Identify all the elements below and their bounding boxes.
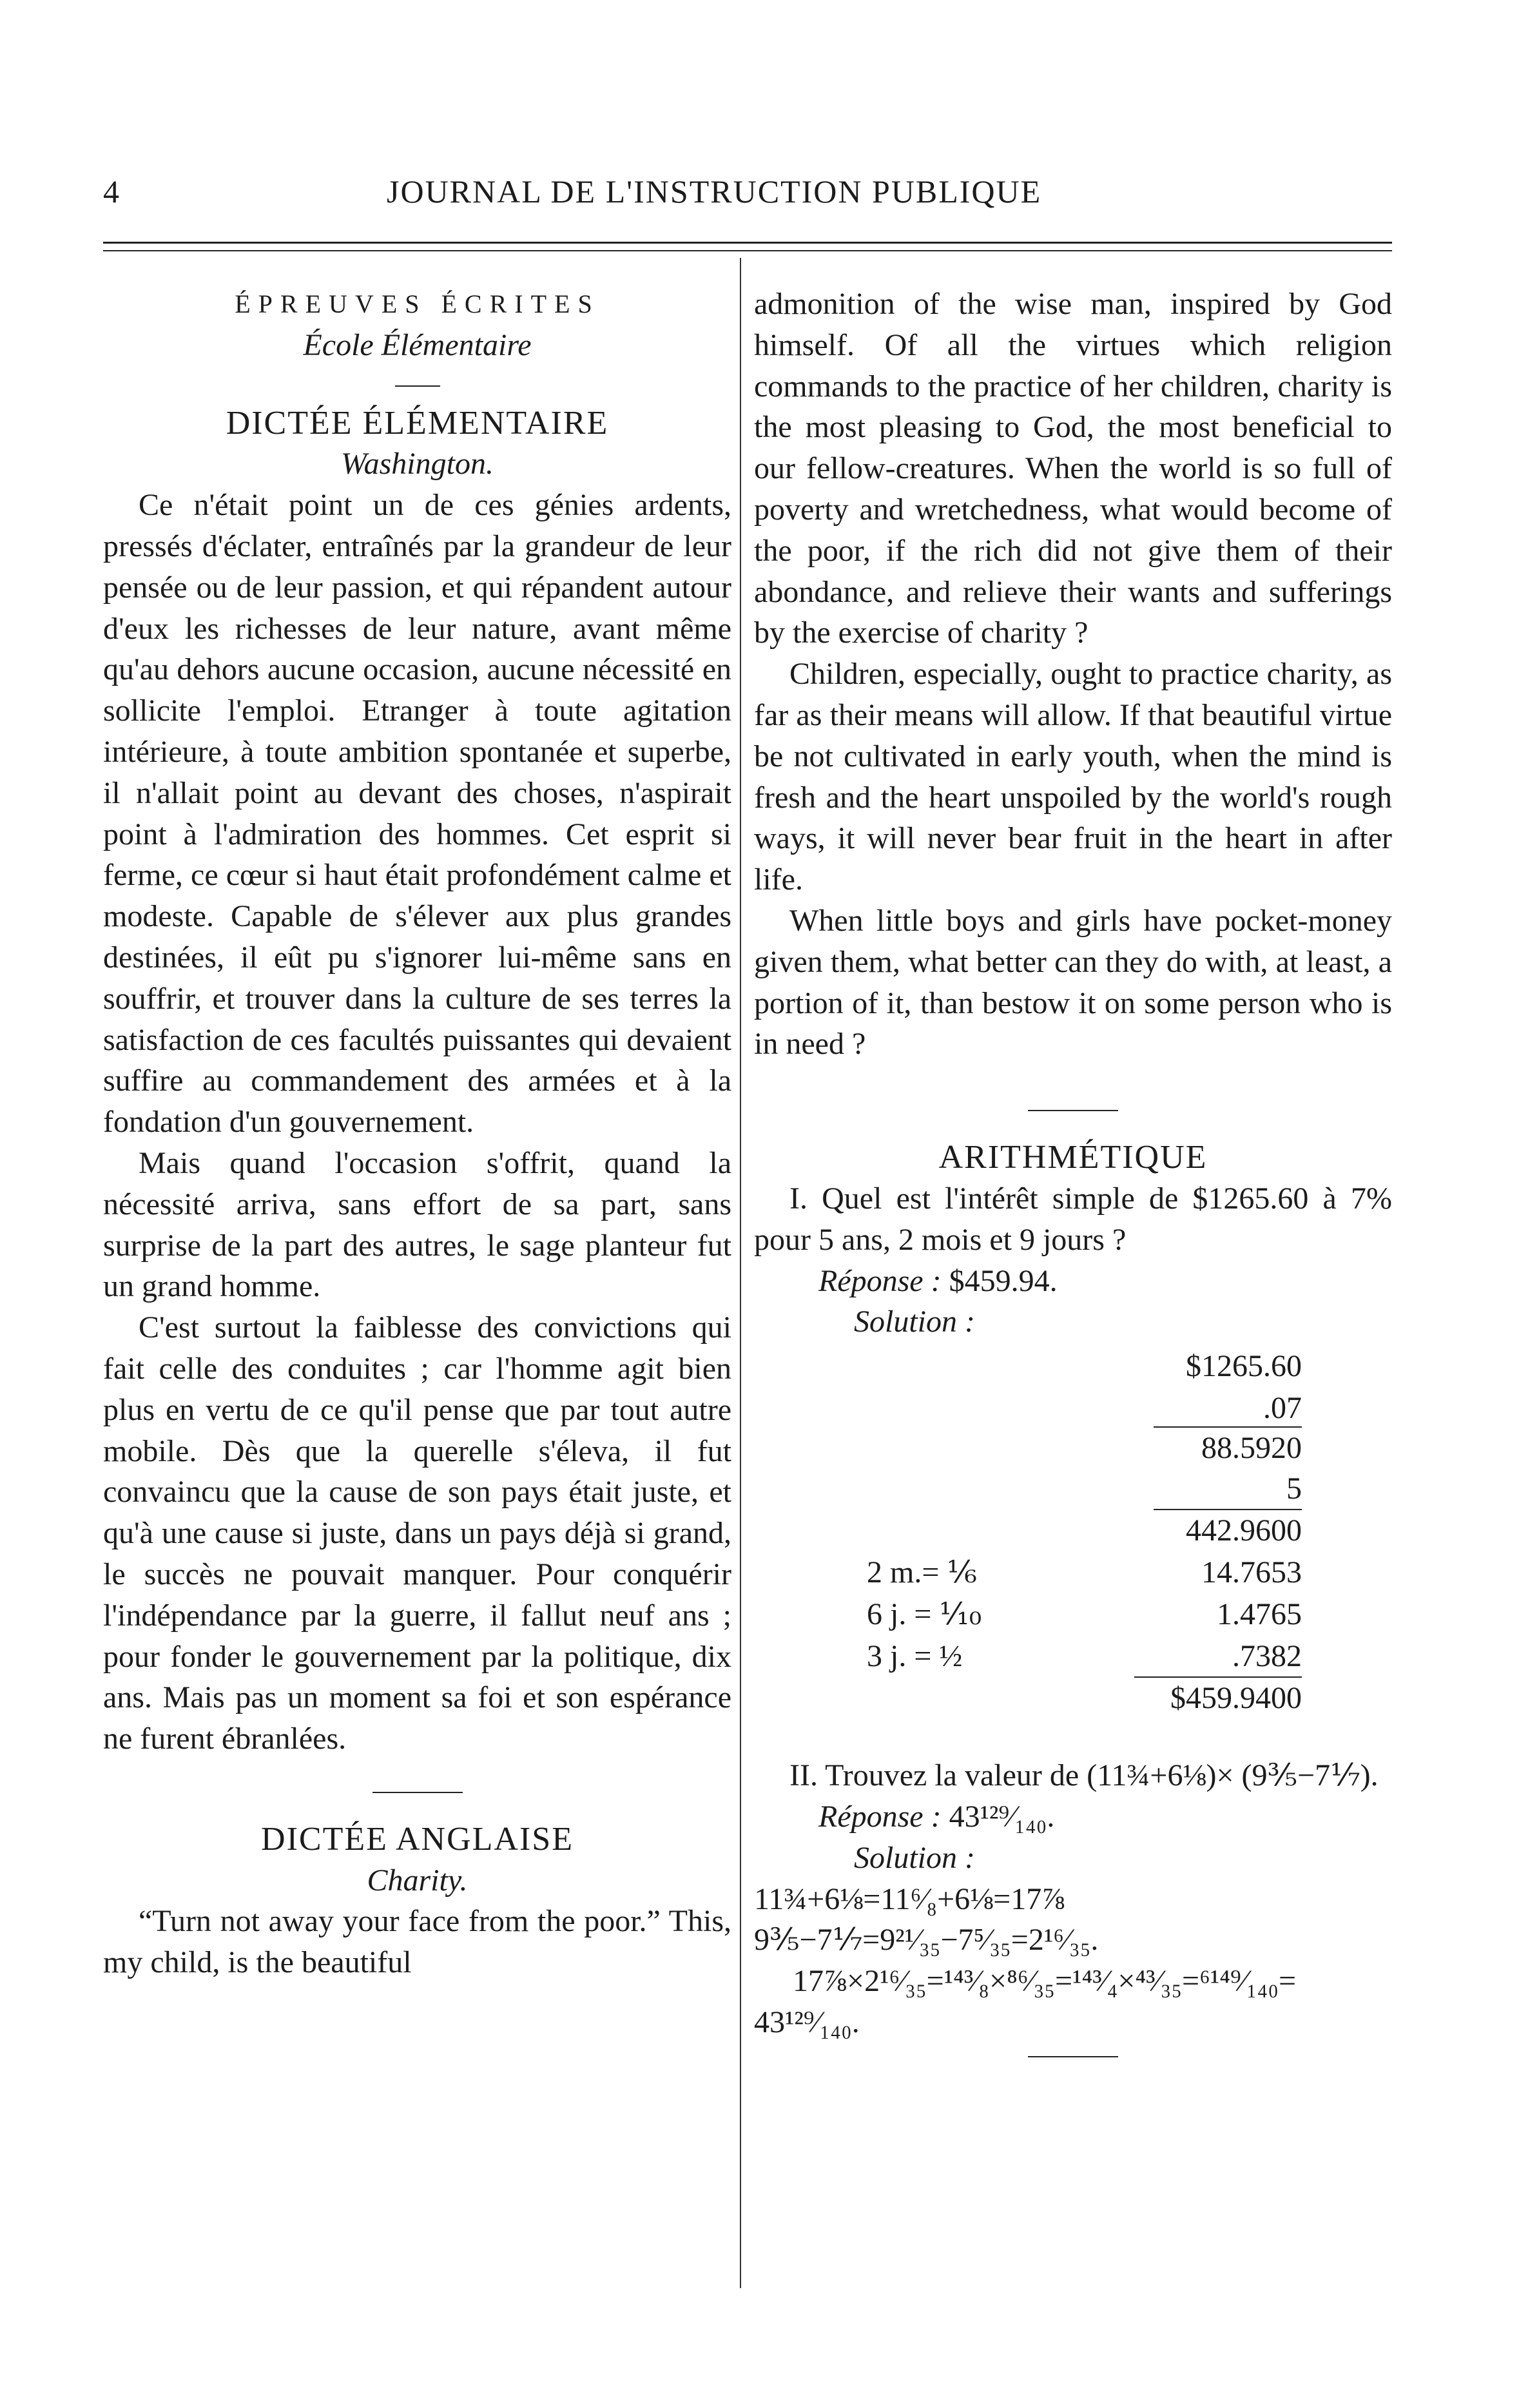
paragraph: admonition of the wise man, inspired by God himself. Of all the virtues which religion commands to the practice of her children, charity is the most pleasing to God, the most beneficial to our fellow-creatures. When the world is so full of poverty and wretchedness, what would become of the poor, if the rich did not give them of their abondance, and relieve their wants and sufferings by the exercise of charity ? [754,287,1392,650]
calc-label: 3 j. = ½ [867,1639,963,1674]
page-number: 4 [103,173,119,209]
right-column [754,284,1392,2057]
answer-value: 43¹²⁹⁄₁₄₀. [949,1799,1055,1834]
calc-value: .7382 [1232,1639,1302,1674]
paragraph: Mais quand l'occasion s'offrit, quand la nécessité arriva, sans effort de sa part, sans surprise de la part des autres, le sage planteur fut un grand homme. [103,1145,731,1304]
paragraph: C'est surtout la faiblesse des convictions qui fait celle des conduites ; car l'homme agit bien plus en vertu de ce qu'il pense que par tout autre mobile. Dès que la querelle s'éleva, il fut convaincu que la cause de son pays était juste, et qu'à une cause si juste, dans un pays déjà si grand, le succès ne pouvait manquer. Pour conquérir l'indépendance par la guerre, il fallut neuf ans ; pour fonder le gouvernement par la politique, dix ans. Mais pas un moment sa foi et son espérance ne furent ébranlées. [103,1310,731,1756]
interest-calculation [754,1343,1392,1755]
left-column [103,284,731,1983]
answer-2 [754,1796,1392,1838]
calc-value: .07 [1263,1391,1302,1426]
journal-title: JOURNAL DE L'INSTRUCTION PUBLIQUE [387,173,1042,209]
paragraph: When little boys and girls have pocket-money given them, what better can they do with, at least, a portion of it, than bestow it on some person who is in need ? [754,903,1392,1062]
question-2: II. Trouvez la valeur de (11¾+6⅛)× (9⅗−7⅐). [789,1758,1379,1793]
answer-1 [754,1261,1392,1302]
calc-value: 14.7653 [1201,1555,1302,1590]
divider [1028,2056,1118,2057]
calc-value: 1.4765 [1217,1597,1302,1632]
dictee-title: DICTÉE ÉLÉMENTAIRE [226,404,609,442]
paragraph: “Turn not away your face from the poor.” This, my child, is the beautiful [103,1904,731,1980]
school-heading: École Élémentaire [303,327,532,362]
math-line: 43¹²⁹⁄₁₄₀. [754,2005,860,2039]
math-line: 17⅞×2¹⁶⁄₃₅=¹⁴³⁄₈×⁸⁶⁄₃₅=¹⁴³⁄₄×⁴³⁄₃₅=⁶¹⁴⁹⁄₁₄₀= [793,1964,1297,1999]
solution-label: Solution : [854,1840,975,1875]
answer-value: $459.94. [949,1263,1058,1298]
calc-value: $1265.60 [1186,1349,1302,1384]
answer-label: Réponse : [818,1263,942,1298]
calc-label: 2 m.= ⅙ [867,1555,977,1590]
math-line: 11¾+6⅛=11⁶⁄₈+6⅛=17⅞ [754,1881,1065,1916]
solution-label: Solution : [854,1305,975,1339]
header-rule-thin [103,250,1392,251]
paragraph: Ce n'était point un de ces génies ardents, pressés d'éclater, entraînés par la grandeur de leur pensée ou de leur passion, et qui répandent autour d'eux les richesses de leur nature, avant même qu'au dehors aucune occasion, aucune nécessité en sollicite l'emploi. Etranger à toute agitation intérieure, à toute ambition spontanée et superbe, il n'allait point au devant des choses, n'aspirait point à l'admiration des hommes. Cet esprit si ferme, ce cœur si haut était profondément calme et modeste. Capable de s'élever aux plus grandes destinées, il eût pu s'ignorer lui-même sans en souffrir, et trouver dans la culture de ses terres la satisfaction de ces facultés puissantes qui devaient suffire au commandement des armées et à la fondation d'un gouvernement. [103,488,731,1140]
section-heading: ÉPREUVES ÉCRITES [235,289,600,318]
paragraph: Children, especially, ought to practice charity, as far as their means will allow. If that beautiful virtue be not cultivated in early youth, when the mind is fresh and the heart unspoiled by the world's rough ways, it will never bear fruit in the heart in after life. [754,657,1392,897]
arith-title: ARITHMÉTIQUE [938,1139,1208,1176]
anglaise-subtitle: Charity. [367,1863,468,1898]
calc-value: 88.5920 [1201,1431,1302,1466]
calc-total: $459.9400 [1170,1681,1302,1716]
page-header [0,173,1519,218]
math-line: 9⅗−7⅐=9²¹⁄₃₅−7⁵⁄₃₅=2¹⁶⁄₃₅. [754,1923,1099,1957]
header-rule [103,242,1392,244]
column-divider [740,258,741,2288]
calc-label: 6 j. = ⅒ [867,1597,982,1632]
question-1: I. Quel est l'intérêt simple de $1265.60 à 7% pour 5 ans, 2 mois et 9 jours ? [754,1181,1392,1257]
calc-value: 442.9600 [1186,1513,1302,1548]
calc-value: 5 [1286,1471,1302,1506]
dictee-subtitle: Washington. [341,447,494,481]
answer-label: Réponse : [818,1799,942,1834]
anglaise-title: DICTÉE ANGLAISE [261,1820,574,1858]
